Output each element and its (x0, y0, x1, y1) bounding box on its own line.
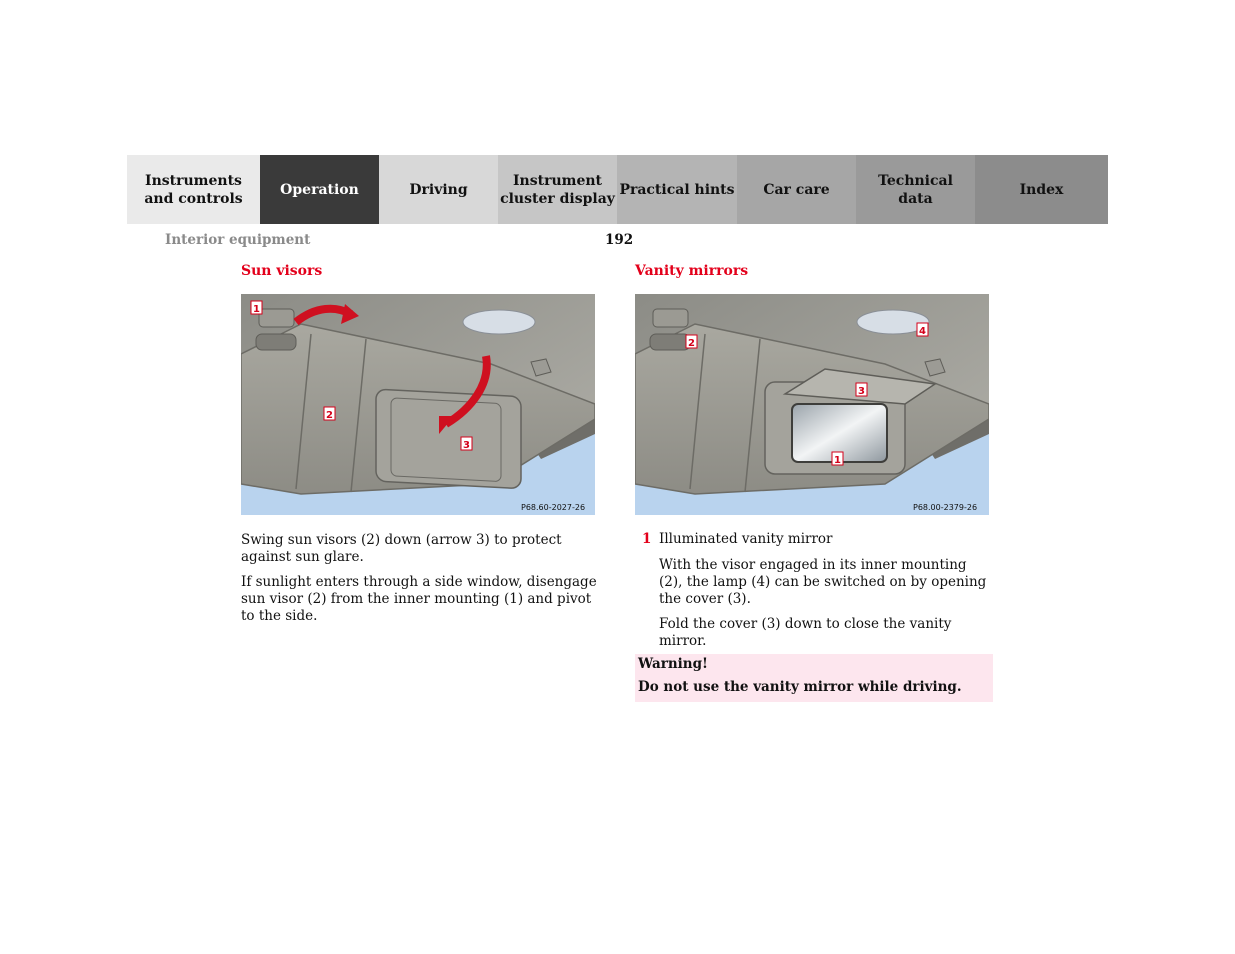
warning-title: Warning! (638, 656, 708, 672)
tab-label: Instruments and controls (144, 172, 243, 207)
tab-instruments-and-controls[interactable] (127, 155, 260, 224)
sun-visors-paragraph-2: If sunlight enters through a side window, disengage sun visor (2) from the inner mounting (1) and pivot to the side. (241, 574, 597, 624)
tab-label: Index (1019, 181, 1064, 198)
warning-box (635, 654, 993, 702)
tab-index[interactable] (975, 155, 1108, 224)
tab-operation[interactable] (260, 155, 379, 224)
tab-label: Technical data (878, 172, 953, 207)
chapter-nav (127, 155, 1108, 224)
vanity-mirror-illustration (635, 294, 989, 515)
tab-label: Driving (409, 181, 468, 198)
callout-2 (686, 335, 697, 349)
figure-code: P68.00-2379-26 (913, 503, 978, 512)
page-number: 192 (605, 232, 634, 248)
tab-label: Instrument cluster display (500, 172, 615, 207)
svg-text:3: 3 (463, 440, 470, 451)
svg-text:2: 2 (326, 410, 333, 421)
svg-text:1: 1 (834, 455, 841, 466)
sun-visor-illustration (241, 294, 595, 515)
callout-4 (917, 323, 928, 337)
tab-driving[interactable] (379, 155, 498, 224)
inner-mounting (259, 309, 294, 327)
svg-text:1: 1 (253, 304, 260, 315)
tab-practical-hints[interactable] (617, 155, 737, 224)
tab-label: Practical hints (619, 181, 735, 198)
vanity-paragraph-2: Fold the cover (3) down to close the vanity mirror. (659, 616, 952, 649)
tab-label: Car care (763, 181, 830, 198)
item-number: 1 (642, 531, 652, 547)
figure-code: P68.60-2027-26 (521, 503, 586, 512)
sun-visors-heading: Sun visors (241, 263, 323, 279)
lamp (463, 310, 535, 334)
callout-1 (832, 452, 843, 466)
sun-visors-paragraph-1: Swing sun visors (2) down (arrow 3) to protect against sun glare. (241, 532, 562, 565)
callout-1 (251, 301, 262, 315)
item-title: Illuminated vanity mirror (659, 531, 833, 547)
vanity-mirrors-heading: Vanity mirrors (635, 263, 749, 279)
callout-2 (324, 407, 335, 421)
vanity-paragraph-1: With the visor engaged in its inner mounting (2), the lamp (4) can be switched on by opening the cover (3). (659, 557, 987, 607)
svg-text:4: 4 (919, 326, 926, 337)
tab-technical-data[interactable] (856, 155, 975, 224)
tab-label: Operation (280, 181, 359, 198)
inner-mounting (653, 309, 688, 327)
warning-text: Do not use the vanity mirror while driving. (638, 679, 962, 695)
mirror-cover (376, 389, 521, 489)
tab-car-care[interactable] (737, 155, 856, 224)
section-label: Interior equipment (165, 232, 311, 248)
callout-3 (461, 437, 472, 451)
tab-instrument-cluster-display[interactable] (498, 155, 617, 224)
callout-3 (856, 383, 867, 397)
svg-text:3: 3 (858, 386, 865, 397)
svg-text:2: 2 (688, 338, 695, 349)
